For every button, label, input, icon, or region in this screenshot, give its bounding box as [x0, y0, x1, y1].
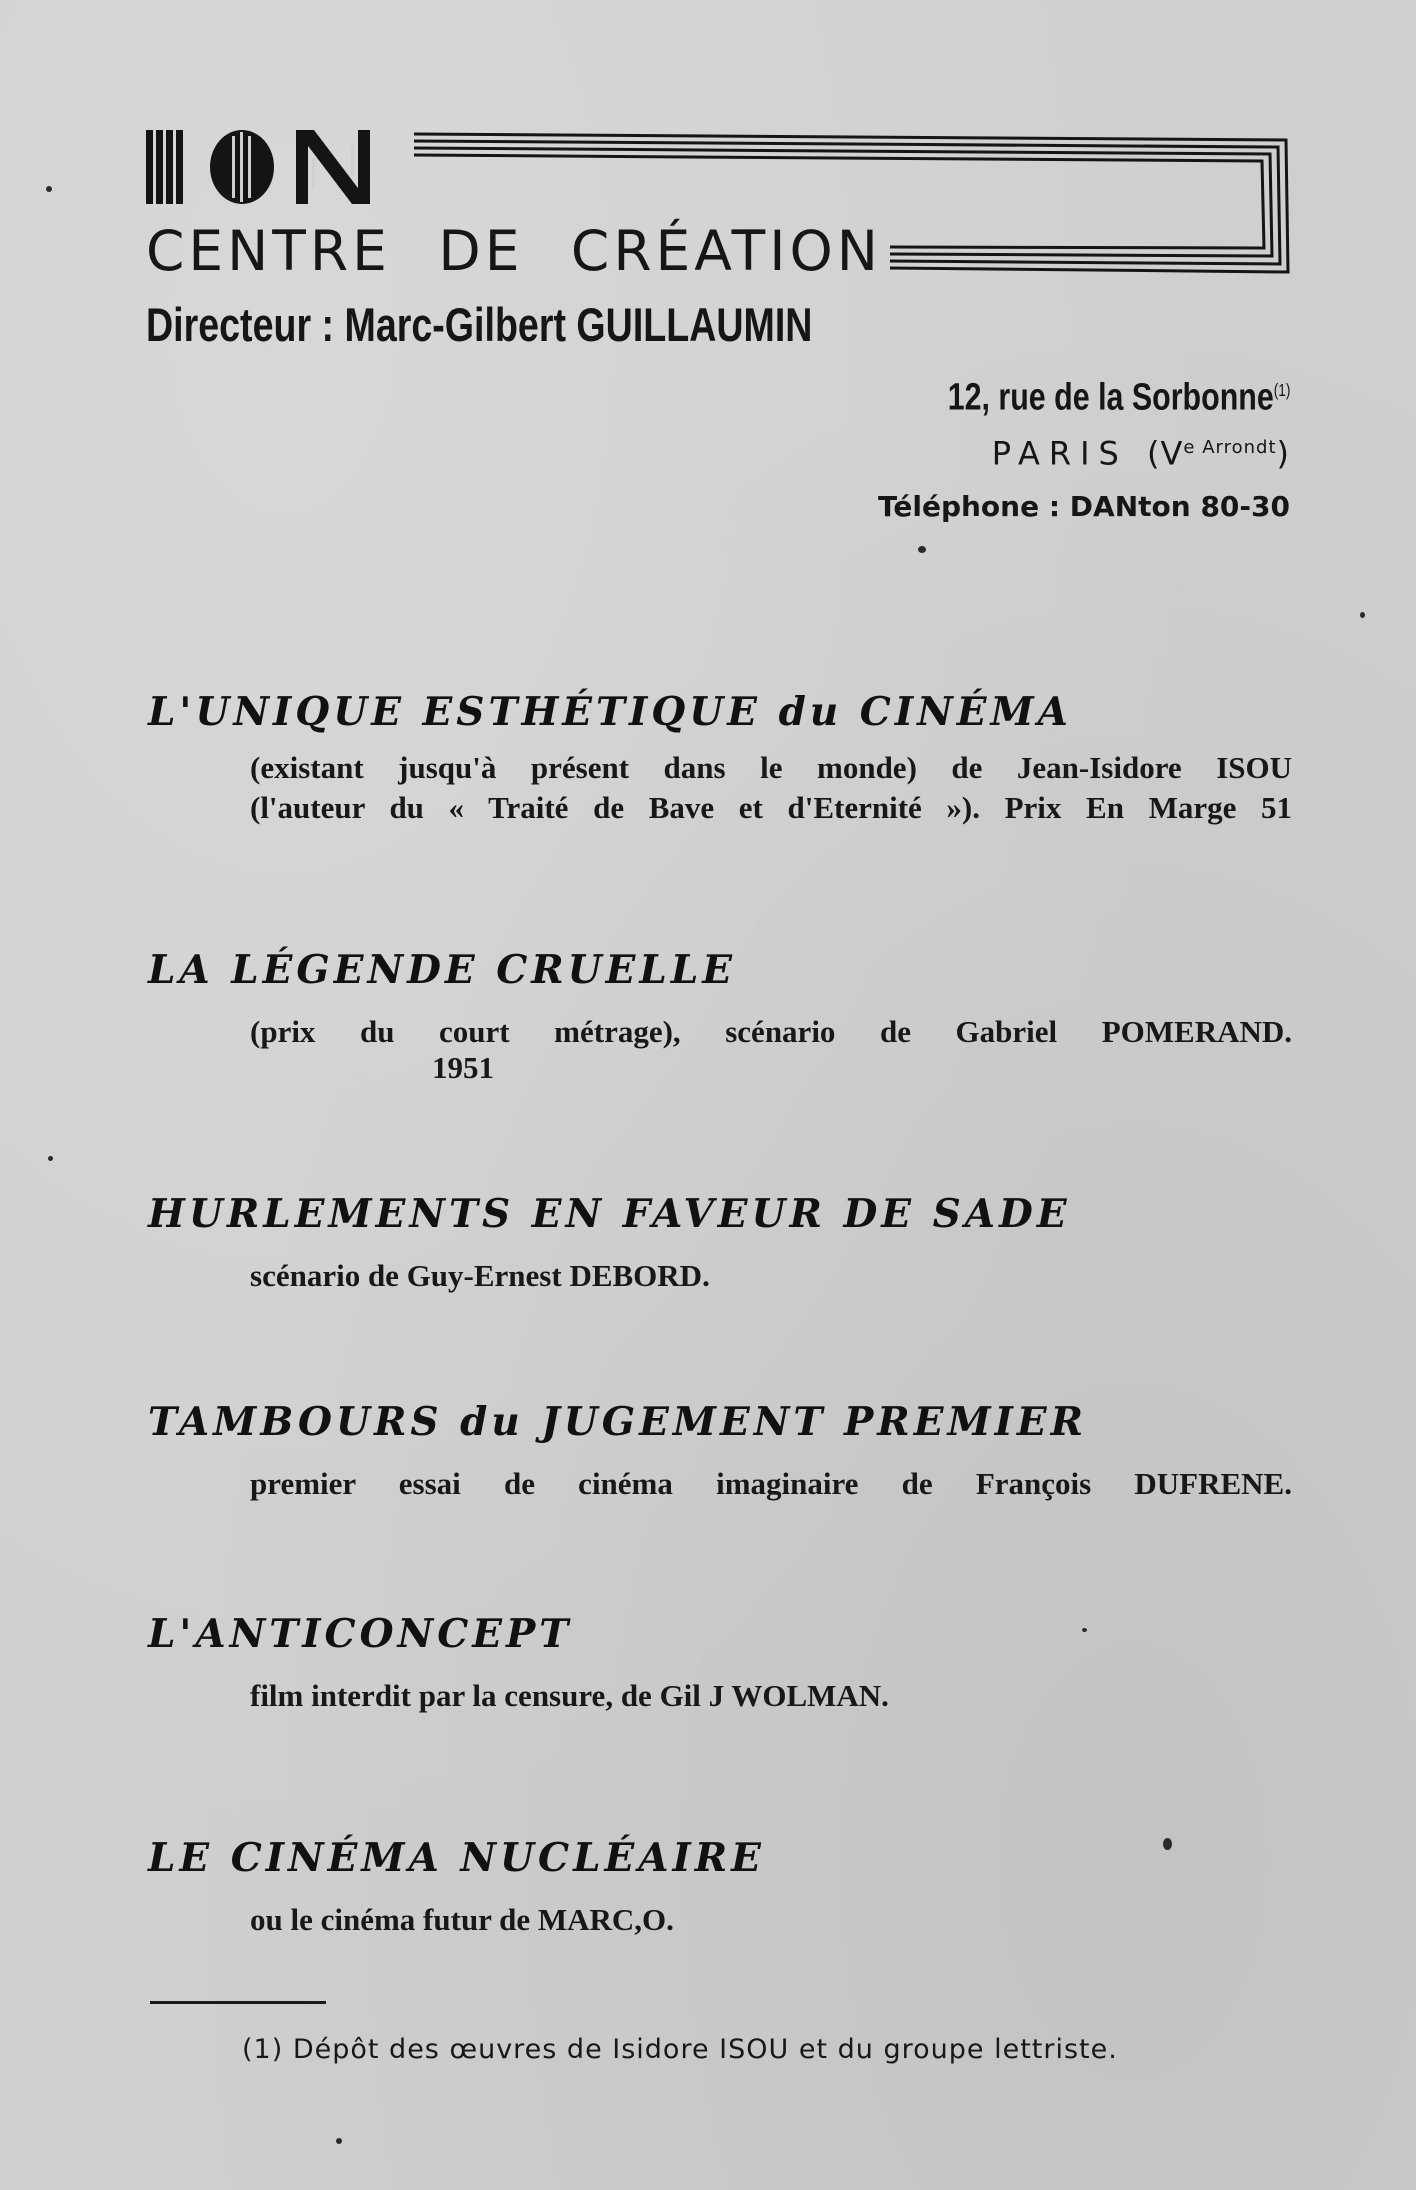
logo-letter-o [210, 130, 274, 204]
arrondissement-close: ) [1276, 434, 1290, 473]
address-street [947, 368, 1290, 421]
film-desc-line: ou le cinéma futur de MARC,O. [250, 1902, 674, 1937]
film-desc-unique-esthetique [250, 748, 1292, 828]
address-phone: Téléphone : DANton 80-30 [878, 490, 1290, 523]
paper-speck [48, 1156, 53, 1161]
street-text: 12, rue de la Sorbonne [947, 376, 1274, 419]
street-footnote-mark: (1) [1273, 381, 1290, 400]
film-title-legende-cruelle: LA LÉGENDE CRUELLE [148, 947, 736, 993]
paper-speck [1360, 612, 1365, 618]
logo-letter-n [296, 130, 370, 204]
paper-speck [1163, 1838, 1172, 1850]
paper-speck [336, 2138, 342, 2144]
footnote-divider [150, 2001, 326, 2004]
ion-logo-graphic [146, 128, 376, 206]
arrondissement-sup: e Arrondt [1183, 437, 1277, 458]
address-city [992, 428, 1290, 474]
paper-speck [46, 186, 52, 192]
city-text: PARIS [991, 434, 1128, 473]
film-desc-line: film interdit par la censure, de Gil J WOLMAN. [250, 1678, 889, 1713]
film-desc-cinema-nucleaire [250, 1900, 1292, 1940]
logo-letter-i [146, 130, 183, 204]
film-desc-anticoncept [250, 1676, 1292, 1716]
film-title-unique-esthetique: L'UNIQUE ESTHÉTIQUE du CINÉMA [148, 689, 1072, 735]
film-desc-line: (existant jusqu'à présent dans le monde) de Jean-Isidore ISOU [250, 750, 1292, 785]
film-desc-line: premier essai de cinéma imaginaire de François DUFRENE. [250, 1466, 1292, 1501]
director-line: Directeur : Marc-Gilbert GUILLAUMIN [146, 298, 813, 351]
film-desc-tambours [250, 1464, 1292, 1504]
film-title-tambours: TAMBOURS du JUGEMENT PREMIER [148, 1399, 1087, 1445]
film-desc-legende-cruelle [250, 1012, 1292, 1084]
film-desc-year: 1951 [432, 1050, 494, 1085]
film-desc-line: (l'auteur du « Traité de Bave et d'Eternité »). Prix En Marge 51 [250, 790, 1292, 825]
film-desc-line: scénario de Guy-Ernest DEBORD. [250, 1258, 710, 1293]
film-title-anticoncept: L'ANTICONCEPT [148, 1611, 573, 1657]
paper-speck [1082, 1628, 1087, 1632]
centre-de-creation-heading: CENTRE DE CRÉATION [146, 219, 882, 283]
film-desc-line: (prix du court métrage), scénario de Gabriel POMERAND. [250, 1014, 1292, 1049]
ion-logo [146, 128, 376, 206]
footnote-text: (1) Dépôt des œuvres de Isidore ISOU et du groupe lettriste. [242, 2034, 1118, 2065]
film-desc-hurlements [250, 1256, 1292, 1296]
arrondissement-open: (V [1147, 434, 1184, 473]
film-title-hurlements: HURLEMENTS EN FAVEUR DE SADE [148, 1191, 1071, 1237]
film-title-cinema-nucleaire: LE CINÉMA NUCLÉAIRE [148, 1835, 765, 1881]
paper-speck [918, 546, 926, 553]
